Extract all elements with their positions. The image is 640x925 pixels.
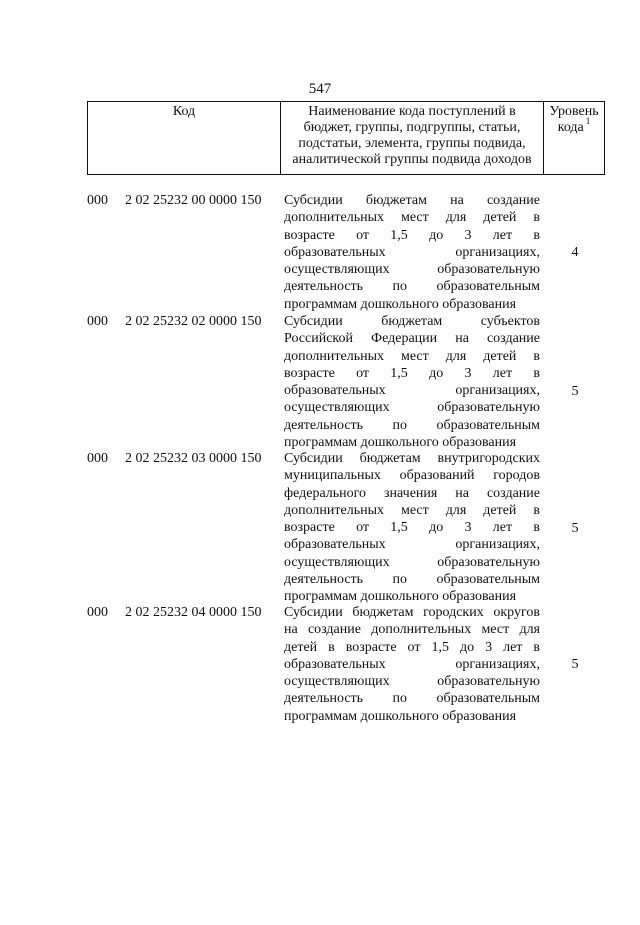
header-name-line: аналитической группы подвида доходов (292, 152, 532, 167)
row-name-line: программам дошкольного образования (284, 296, 517, 312)
row-admin-code: 000 (87, 605, 108, 620)
header-code-label: Код (172, 104, 196, 119)
row-name-line: Субсидии бюджетам внутригородских (284, 451, 540, 466)
header-name-line: бюджет, группы, подгруппы, статьи, (303, 120, 521, 135)
header-code (88, 102, 281, 174)
row-name-line: дополнительных мест для детей в (284, 348, 540, 364)
row-name-line: осуществляющих образовательную (284, 400, 540, 416)
row-name-line: деятельность по образовательным (284, 417, 540, 433)
row-name-line: Российской Федерации на создание (284, 331, 540, 347)
row-name-line: программам дошкольного образования (284, 589, 517, 605)
row-name-line: Субсидии бюджетам городских округов (284, 605, 540, 620)
row-level: 5 (571, 657, 579, 672)
footnote-mark: 1 (585, 116, 591, 127)
row-name-line: образовательных организациях, (284, 383, 540, 399)
row-name-line: Субсидии бюджетам на создание (284, 193, 540, 208)
row-name-line: возрасте от 1,5 до 3 лет в (284, 227, 540, 243)
row-name-line: федерального значения на создание (284, 485, 540, 501)
row-income-code: 2 02 25232 00 0000 150 (125, 193, 262, 208)
row-name-line: осуществляющих образовательную (284, 674, 540, 690)
row-name (284, 450, 540, 606)
row-name-line: образовательных организациях, (284, 244, 540, 260)
header-name (281, 102, 544, 174)
row-name-line: детей в возрасте от 1,5 до 3 лет в (284, 639, 540, 655)
row-level: 4 (571, 245, 579, 260)
row-name-line: на создание дополнительных мест для (284, 622, 540, 638)
table-header (87, 101, 605, 175)
row-name-line: осуществляющих образовательную (284, 262, 540, 278)
row-name-line: образовательных организациях, (284, 656, 540, 672)
row-admin-code: 000 (87, 451, 108, 466)
header-name-line: Наименование кода поступлений в (308, 104, 516, 119)
header-level-text: кода (557, 120, 584, 135)
row-name (284, 313, 540, 451)
row-name (284, 604, 540, 725)
row-name (284, 192, 540, 313)
header-name-line: подстатьи, элемента, группы подвида, (298, 136, 526, 151)
row-name-line: возрасте от 1,5 до 3 лет в (284, 365, 540, 381)
row-name-line: деятельность по образовательным (284, 691, 540, 707)
row-income-code: 2 02 25232 03 0000 150 (125, 451, 262, 466)
row-level: 5 (571, 384, 579, 399)
row-name-line: программам дошкольного образования (284, 435, 517, 451)
row-name-line: возрасте от 1,5 до 3 лет в (284, 520, 540, 536)
row-name-line: деятельность по образовательным (284, 279, 540, 295)
row-name-line: деятельность по образовательным (284, 572, 540, 588)
page-number: 547 (308, 81, 332, 97)
row-name-line: осуществляющих образовательную (284, 554, 540, 570)
header-level-line: Уровень (549, 104, 599, 119)
row-name-line: образовательных организациях, (284, 537, 540, 553)
row-admin-code: 000 (87, 193, 108, 208)
row-admin-code: 000 (87, 314, 108, 329)
header-level-line-2 (544, 116, 604, 136)
row-income-code: 2 02 25232 02 0000 150 (125, 314, 262, 329)
header-level (544, 102, 604, 174)
row-name-line: дополнительных мест для детей в (284, 210, 540, 226)
row-name-line: муниципальных образований городов (284, 468, 540, 484)
row-name-line: Субсидии бюджетам субъектов (284, 314, 540, 329)
row-income-code: 2 02 25232 04 0000 150 (125, 605, 262, 620)
row-name-line: программам дошкольного образования (284, 708, 517, 724)
row-level: 5 (571, 521, 579, 536)
row-name-line: дополнительных мест для детей в (284, 502, 540, 518)
